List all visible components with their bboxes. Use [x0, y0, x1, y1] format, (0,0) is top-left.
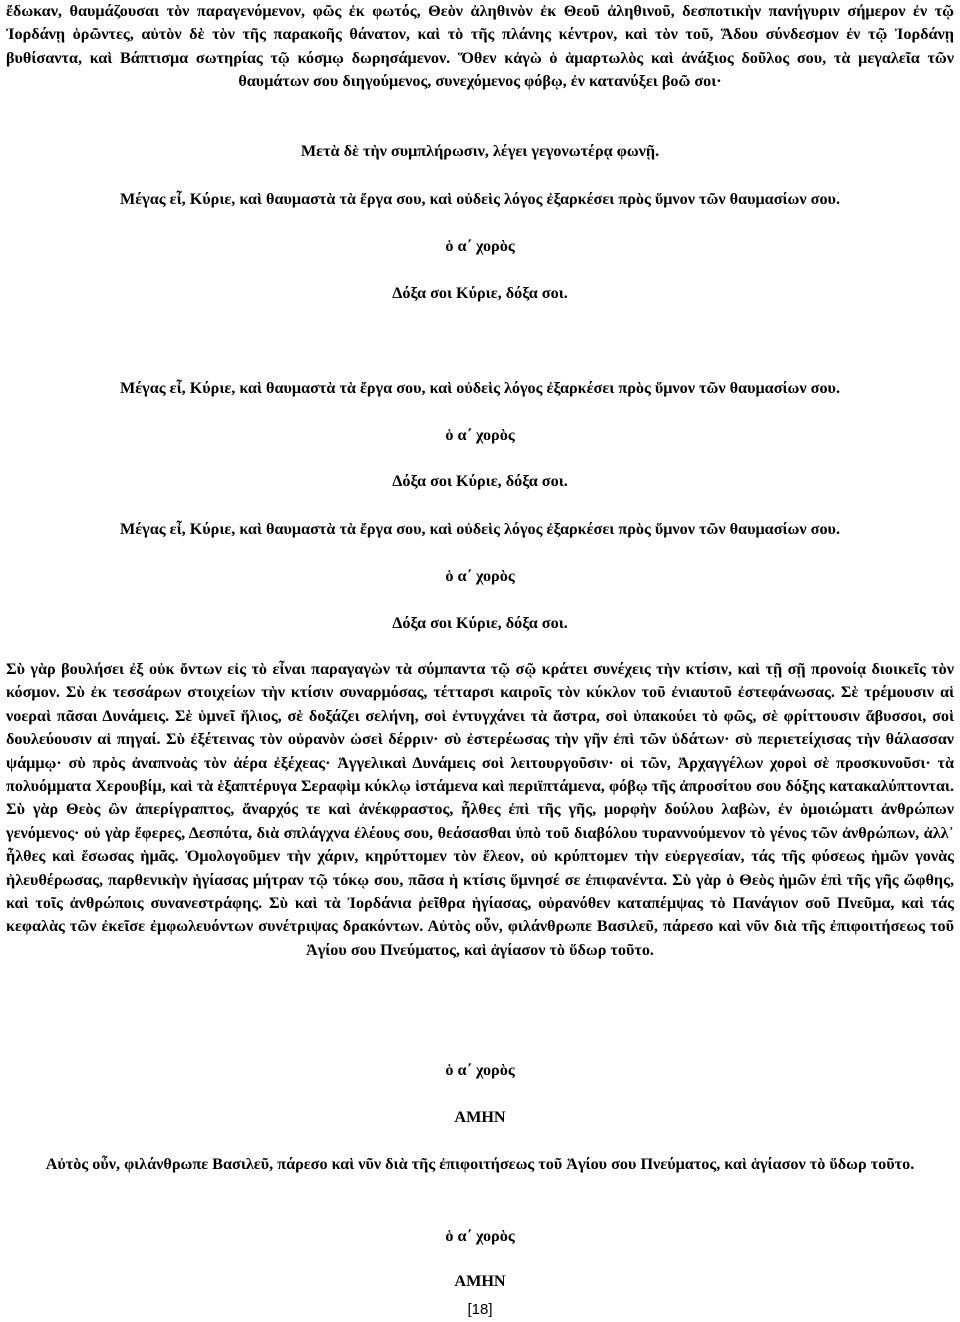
- amen-block-2: [6, 1270, 954, 1293]
- doxa-block-1: [6, 282, 954, 305]
- doxa-line: Δόξα σοι Κύριε, δόξα σοι.: [392, 472, 568, 490]
- doxa-line: Δόξα σοι Κύριε, δόξα σοι.: [392, 614, 568, 632]
- megas-block-2: [6, 377, 954, 400]
- intro-block: [6, 0, 954, 94]
- rubric-line: Μετὰ δὲ τὴν συμπλήρωσιν, λέγει γεγονωτέρᾳ φωνῇ.: [300, 142, 660, 160]
- megas-line: Μέγας εἶ, Κύριε, καὶ θαυμαστὰ τὰ ἔργα σου, καὶ οὐδεὶς λόγος ἐξαρκέσει πρὸς ὕμνον τῶν θαυμασίων σου.: [119, 379, 840, 397]
- amen-line: ΑΜΗΝ: [454, 1272, 506, 1290]
- choir-block-1: [6, 235, 954, 258]
- choir-label: ὁ α΄ χορὸς: [445, 237, 515, 255]
- choir-block-3: [6, 565, 954, 588]
- page-number: [18]: [467, 1301, 493, 1318]
- megas-block-3: [6, 518, 954, 541]
- final-block: [6, 1153, 954, 1176]
- intro-paragraph: ἔδωκαν, θαυμάζουσαι τὸν παραγενόμενον, φῶς ἐκ φωτός, Θεὸν ἀληθινὸν ἐκ Θεοῦ ἀληθινοῦ, δεσποτικὴν πανήγυριν σήμερον ἐν τῷ Ἰορδάνῃ ὁρῶντες, αὐτὸν δὲ τὸν τῆς παρακοῆς θάνατον, καὶ τὸ τῆς πλάνης κέντρον, καὶ τὸν τοῦ, Ἅδου σύνδεσμον ἐν τῷ Ἰορδάνῃ βυθίσαντα, καὶ Βάπτισμα σωτηρίας τῷ κόσμῳ δωρησάμενον. Ὅθεν κἀγὼ ὁ ἁμαρτωλὸς καὶ ἀνάξιος δοῦλος σου, τὰ μεγαλεῖα τῶν θαυμάτων σου διηγούμενος, συνεχόμενος φόβῳ, ἐν κατανύξει βοῶ σοι·: [6, 2, 954, 91]
- doxa-line: Δόξα σοι Κύριε, δόξα σοι.: [392, 284, 568, 302]
- choir-block-5: [6, 1225, 954, 1248]
- choir-block-4: [6, 1059, 954, 1082]
- long-prayer-block: [6, 658, 954, 962]
- megas-block-1: [6, 188, 954, 211]
- choir-label: ὁ α΄ χορὸς: [445, 426, 515, 444]
- doxa-block-2: [6, 470, 954, 493]
- choir-label: ὁ α΄ χορὸς: [445, 1227, 515, 1245]
- megas-line: Μέγας εἶ, Κύριε, καὶ θαυμαστὰ τὰ ἔργα σου, καὶ οὐδεὶς λόγος ἐξαρκέσει πρὸς ὕμνον τῶν θαυμασίων σου.: [119, 190, 840, 208]
- amen-line: ΑΜΗΝ: [454, 1108, 506, 1126]
- choir-label: ὁ α΄ χορὸς: [445, 1061, 515, 1079]
- rubric-block: [6, 140, 954, 163]
- long-prayer-paragraph: Σὺ γὰρ βουλήσει ἐξ οὐκ ὄντων εἰς τὸ εἶναι παραγαγὼν τὰ σύμπαντα τῷ σῷ κράτει συνέχεις τὴν κτίσιν, καὶ τῇ σῇ προνοίᾳ διοικεῖς τὸν κόσμον. Σὺ ἐκ τεσσάρων στοιχείων τὴν κτίσιν συναρμόσας, τέτταρσι καιροῖς τὸν κύκλον τοῦ ἐνιαυτοῦ ἐστεφάνωσας. Σὲ τρέμουσιν αἱ νοεραὶ πᾶσαι Δυνάμεις. Σὲ ὑμνεῖ ἥλιος, σὲ δοξάζει σελήνη, σοὶ ἐντυγχάνει τὰ ἄστρα, σοὶ ὑπακούει τὸ φῶς, σὲ φρίττουσιν ἄβυσσοι, σοὶ δουλεύουσιν αἱ πηγαί. Σὺ ἐξέτεινας τὸν οὐρανὸν ὡσεὶ δέρριν· σὺ ἐστερέωσας τὴν γῆν ἐπὶ τῶν ὑδάτων· σὺ περιετείχισας τὴν θάλασσαν ψάμμῳ· σὺ πρὸς ἀναπνοὰς τὸν ἀέρα ἐξέχεας· Ἀγγελικαὶ Δυνάμεις σοὶ λειτουργοῦσιν· οἱ τῶν, Ἀρχαγγέλων χοροὶ σὲ προσκυνοῦσι· τὰ πολυόμματα Χερουβίμ, καὶ τὰ ἑξαπτέρυγα Σεραφὶμ κύκλῳ ἱστάμενα καὶ περιϊπτάμενα, φόβῳ τῆς ἀπροσίτου σου δόξης κατακαλύπτονται. Σὺ γὰρ Θεὸς ὢν ἀπερίγραπτος, ἄναρχός τε καὶ ἀνέκφραστος, ἦλθες ἐπὶ τῆς γῆς, μορφὴν δούλου λαβὼν, ἐν ὁμοιώματι ἀνθρώπων γενόμενος· οὐ γὰρ ἔφερες, Δεσπότα, διὰ σπλάγχνα ἐλέους σου, θεάσασθαι ὑπὸ τοῦ διαβόλου τυραννούμενον τὸ γένος τῶν ἀνθρώπων, ἀλλ᾽ ἦλθες καὶ ἔσωσας ἡμᾶς. Ὁμολογοῦμεν τὴν χάριν, κηρύττομεν τὸν ἔλεον, οὐ κρύπτομεν τὴν εὐεργεσίαν, τάς τῆς φύσεως ἡμῶν γονὰς ἠλευθέρωσας, παρθενικὴν ἡγίασας μήτραν τῷ τόκῳ σου, πᾶσα ἡ κτίσις ὕμνησέ σε ἐπιφανέντα. Σὺ γὰρ ὁ Θεὸς ἡμῶν ἐπὶ τῆς γῆς ὤφθης, καὶ τοῖς ἀνθρώποις συνανεστράφης. Σὺ καὶ τὰ Ἰορδάνια ῥεῖθρα ἡγίασας, οὐρανόθεν καταπέμψας τὸ Πανάγιον σοῦ Πνεῦμα, καὶ τάς κεφαλὰς τῶν ἐκεῖσε ἐμφωλευόντων συνέτριψας δρακόντων. Αὐτὸς οὖν, φιλάνθρωπε Βασιλεῦ, πάρεσο καὶ νῦν διὰ τῆς ἐπιφοιτήσεως τοῦ Ἁγίου σου Πνεύματος, καὶ ἁγίασον τὸ ὕδωρ τοῦτο.: [6, 660, 954, 959]
- amen-block-1: [6, 1106, 954, 1129]
- megas-line: Μέγας εἶ, Κύριε, καὶ θαυμαστὰ τὰ ἔργα σου, καὶ οὐδεὶς λόγος ἐξαρκέσει πρὸς ὕμνον τῶν θαυμασίων σου.: [119, 520, 840, 538]
- doxa-block-3: [6, 612, 954, 635]
- choir-block-2: [6, 424, 954, 447]
- choir-label: ὁ α΄ χορὸς: [445, 567, 515, 585]
- final-paragraph: Αὐτὸς οὖν, φιλάνθρωπε Βασιλεῦ, πάρεσο καὶ νῦν διὰ τῆς ἐπιφοιτήσεως τοῦ Ἁγίου σου Πνεύματος, καὶ ἁγίασον τὸ ὕδωρ τοῦτο.: [45, 1155, 915, 1173]
